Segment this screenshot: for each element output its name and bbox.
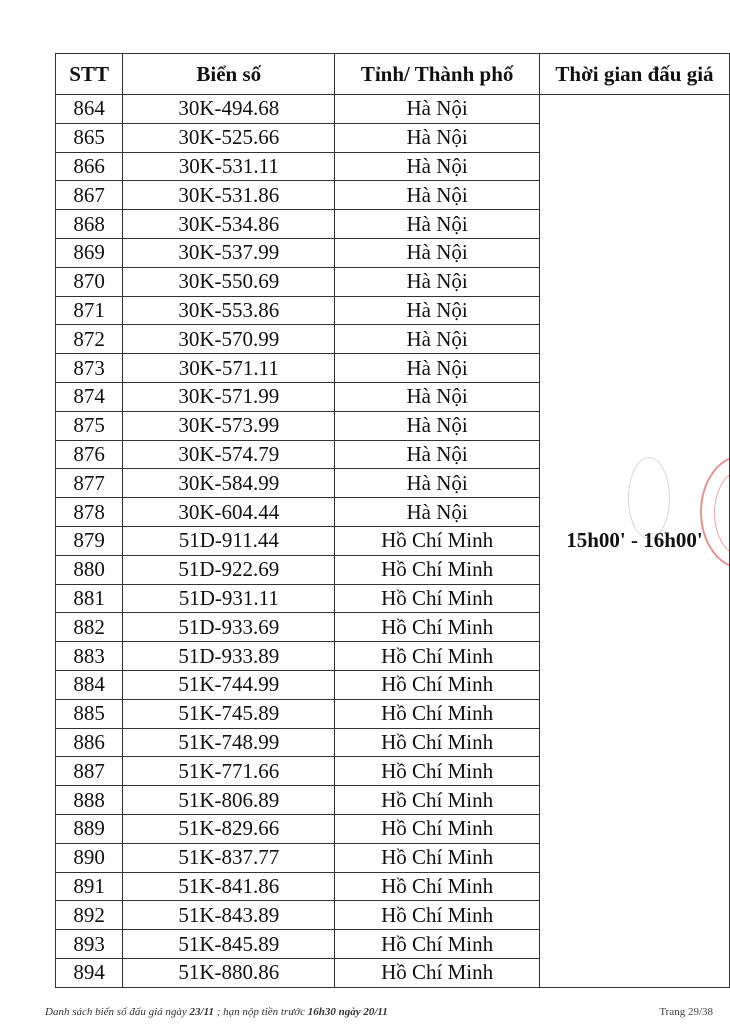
footer-deadline: 16h30 ngày 20/11 xyxy=(307,1006,388,1018)
cell-plate: 51K-845.89 xyxy=(123,930,335,959)
table-row xyxy=(56,95,730,124)
header-plate: Biển số xyxy=(123,54,335,95)
cell-stt: 884 xyxy=(56,670,123,699)
cell-stt: 868 xyxy=(56,210,123,239)
cell-plate: 51D-933.89 xyxy=(123,642,335,671)
cell-city: Hà Nội xyxy=(335,267,540,296)
cell-city: Hồ Chí Minh xyxy=(335,786,540,815)
cell-plate: 30K-531.86 xyxy=(123,181,335,210)
cell-stt: 883 xyxy=(56,642,123,671)
cell-stt: 880 xyxy=(56,555,123,584)
cell-plate: 30K-573.99 xyxy=(123,411,335,440)
cell-plate: 51K-843.89 xyxy=(123,901,335,930)
cell-plate: 51K-744.99 xyxy=(123,670,335,699)
cell-stt: 876 xyxy=(56,440,123,469)
cell-city: Hà Nội xyxy=(335,210,540,239)
cell-stt: 867 xyxy=(56,181,123,210)
table-header-row xyxy=(56,54,730,95)
seal-inner-ring xyxy=(714,469,730,557)
header-stt: STT xyxy=(56,54,123,95)
cell-plate: 51D-931.11 xyxy=(123,584,335,613)
cell-city: Hà Nội xyxy=(335,440,540,469)
cell-city: Hồ Chí Minh xyxy=(335,526,540,555)
cell-stt: 878 xyxy=(56,498,123,527)
cell-city: Hà Nội xyxy=(335,469,540,498)
cell-stt: 866 xyxy=(56,152,123,181)
table-body xyxy=(56,95,730,988)
cell-plate: 51K-880.86 xyxy=(123,958,335,987)
cell-plate: 30K-570.99 xyxy=(123,325,335,354)
cell-stt: 886 xyxy=(56,728,123,757)
cell-plate: 30K-574.79 xyxy=(123,440,335,469)
cell-plate: 51D-911.44 xyxy=(123,526,335,555)
cell-plate: 51D-922.69 xyxy=(123,555,335,584)
cell-stt: 892 xyxy=(56,901,123,930)
cell-stt: 873 xyxy=(56,354,123,383)
cell-auction-time: 15h00' - 16h00' xyxy=(539,95,729,988)
cell-city: Hà Nội xyxy=(335,123,540,152)
cell-city: Hà Nội xyxy=(335,152,540,181)
cell-plate: 51K-771.66 xyxy=(123,757,335,786)
cell-stt: 889 xyxy=(56,814,123,843)
cell-city: Hồ Chí Minh xyxy=(335,642,540,671)
cell-plate: 51K-837.77 xyxy=(123,843,335,872)
cell-plate: 51K-748.99 xyxy=(123,728,335,757)
cell-stt: 872 xyxy=(56,325,123,354)
cell-city: Hà Nội xyxy=(335,382,540,411)
cell-stt: 871 xyxy=(56,296,123,325)
cell-plate: 51K-841.86 xyxy=(123,872,335,901)
cell-city: Hồ Chí Minh xyxy=(335,814,540,843)
cell-city: Hà Nội xyxy=(335,498,540,527)
cell-city: Hà Nội xyxy=(335,411,540,440)
cell-stt: 894 xyxy=(56,958,123,987)
cell-city: Hồ Chí Minh xyxy=(335,670,540,699)
cell-stt: 875 xyxy=(56,411,123,440)
cell-city: Hà Nội xyxy=(335,354,540,383)
cell-city: Hồ Chí Minh xyxy=(335,872,540,901)
cell-plate: 30K-494.68 xyxy=(123,95,335,124)
cell-stt: 869 xyxy=(56,238,123,267)
cell-city: Hồ Chí Minh xyxy=(335,584,540,613)
footer-date: 23/11 xyxy=(189,1006,214,1018)
cell-stt: 877 xyxy=(56,469,123,498)
cell-plate: 51D-933.69 xyxy=(123,613,335,642)
cell-stt: 891 xyxy=(56,872,123,901)
cell-stt: 881 xyxy=(56,584,123,613)
cell-plate: 30K-553.86 xyxy=(123,296,335,325)
cell-plate: 30K-571.99 xyxy=(123,382,335,411)
cell-stt: 864 xyxy=(56,95,123,124)
footer-note xyxy=(45,1006,388,1018)
header-city: Tỉnh/ Thành phố xyxy=(335,54,540,95)
cell-stt: 893 xyxy=(56,930,123,959)
cell-city: Hồ Chí Minh xyxy=(335,901,540,930)
cell-plate: 30K-571.11 xyxy=(123,354,335,383)
footer-prefix: Danh sách biển số đấu giá ngày xyxy=(45,1006,190,1018)
page-number: Trang 29/38 xyxy=(659,1006,713,1018)
header-time: Thời gian đấu giá xyxy=(539,54,729,95)
cell-city: Hồ Chí Minh xyxy=(335,613,540,642)
cell-plate: 51K-745.89 xyxy=(123,699,335,728)
cell-city: Hồ Chí Minh xyxy=(335,555,540,584)
cell-stt: 865 xyxy=(56,123,123,152)
cell-plate: 30K-550.69 xyxy=(123,267,335,296)
faint-seal-mark xyxy=(628,457,670,539)
cell-stt: 885 xyxy=(56,699,123,728)
cell-city: Hà Nội xyxy=(335,95,540,124)
footer-middle: ; hạn nộp tiền trước xyxy=(213,1006,308,1018)
cell-plate: 30K-525.66 xyxy=(123,123,335,152)
cell-plate: 51K-829.66 xyxy=(123,814,335,843)
cell-plate: 30K-604.44 xyxy=(123,498,335,527)
cell-stt: 874 xyxy=(56,382,123,411)
cell-stt: 882 xyxy=(56,613,123,642)
cell-city: Hồ Chí Minh xyxy=(335,728,540,757)
cell-stt: 887 xyxy=(56,757,123,786)
cell-city: Hồ Chí Minh xyxy=(335,930,540,959)
cell-stt: 888 xyxy=(56,786,123,815)
cell-plate: 30K-537.99 xyxy=(123,238,335,267)
cell-city: Hà Nội xyxy=(335,325,540,354)
cell-city: Hồ Chí Minh xyxy=(335,958,540,987)
cell-city: Hồ Chí Minh xyxy=(335,843,540,872)
cell-plate: 30K-534.86 xyxy=(123,210,335,239)
plate-table xyxy=(55,53,730,988)
cell-stt: 879 xyxy=(56,526,123,555)
cell-city: Hà Nội xyxy=(335,296,540,325)
cell-plate: 30K-531.11 xyxy=(123,152,335,181)
cell-city: Hà Nội xyxy=(335,181,540,210)
cell-stt: 870 xyxy=(56,267,123,296)
cell-plate: 51K-806.89 xyxy=(123,786,335,815)
cell-city: Hồ Chí Minh xyxy=(335,757,540,786)
cell-city: Hà Nội xyxy=(335,238,540,267)
cell-city: Hồ Chí Minh xyxy=(335,699,540,728)
cell-plate: 30K-584.99 xyxy=(123,469,335,498)
cell-stt: 890 xyxy=(56,843,123,872)
